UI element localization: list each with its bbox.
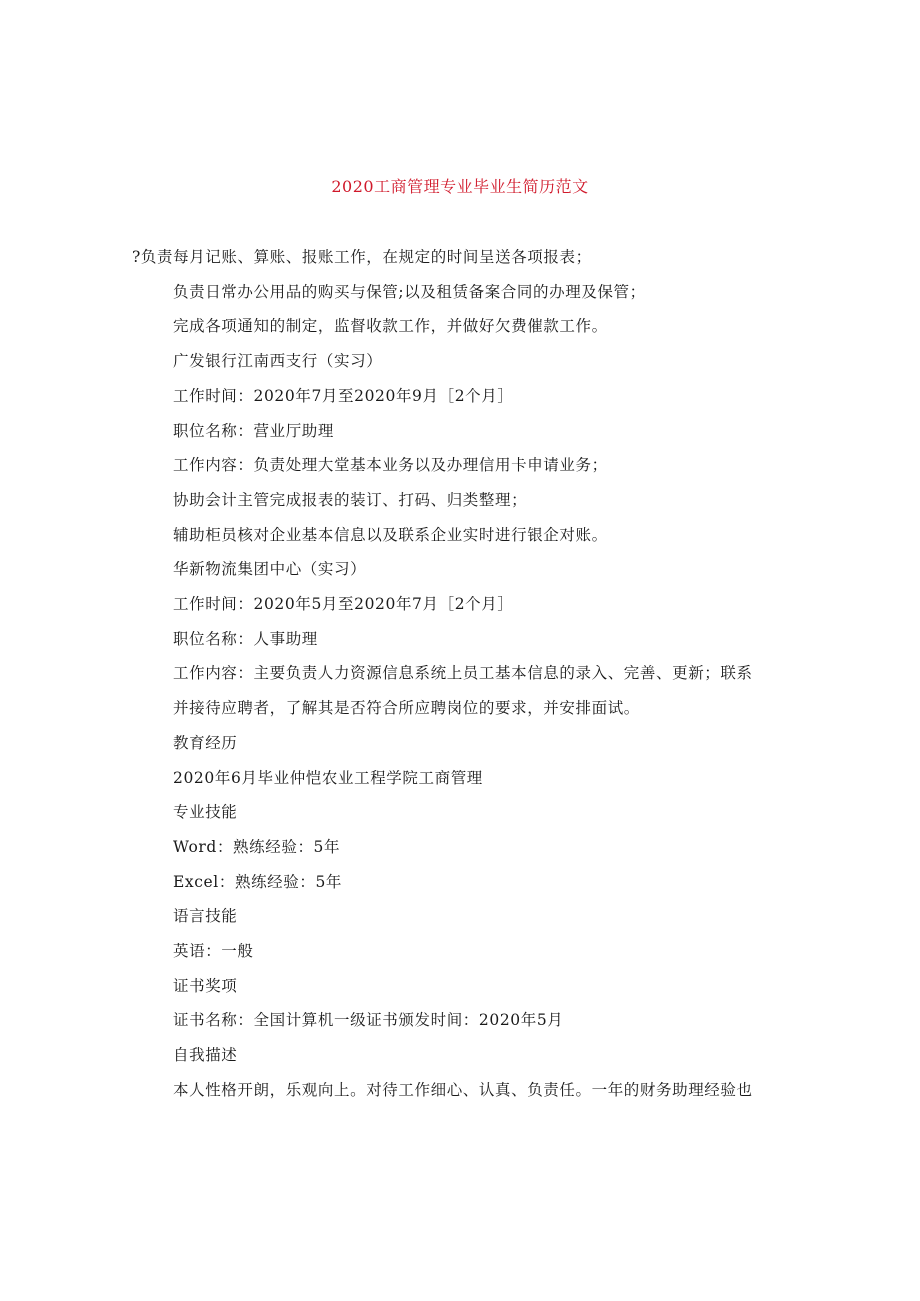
body-line: 职位名称：人事助理 [173, 629, 318, 648]
body-line: 工作时间：2020年7月至2020年9月［2个月］ [173, 386, 514, 405]
section-heading: 证书奖项 [173, 976, 238, 995]
body-line: 工作时间：2020年5月至2020年7月［2个月］ [173, 595, 514, 614]
section-heading: 专业技能 [173, 803, 238, 822]
body-line: Word：熟练经验：5年 [173, 837, 341, 856]
body-line: 职位名称：营业厅助理 [173, 421, 335, 440]
section-heading: 教育经历 [173, 733, 238, 752]
document-body [132, 240, 792, 1108]
body-line: 本人性格开朗，乐观向上。对待工作细心、认真、负责任。一年的财务助理经验也 [173, 1080, 753, 1099]
body-line: 工作内容：主要负责人力资源信息系统上员工基本信息的录入、完善、更新；联系 [173, 664, 753, 683]
section-heading: 语言技能 [173, 907, 238, 926]
body-line: 协助会计主管完成报表的装订、打码、归类整理； [173, 490, 528, 509]
section-heading: 华新物流集团中心（实习） [173, 560, 367, 579]
body-line: 2020年6月毕业仲恺农业工程学院工商管理 [173, 768, 483, 787]
section-heading: 广发银行江南西支行（实习） [173, 352, 383, 371]
body-line: Excel：熟练经验：5年 [173, 872, 343, 891]
document-title: 2020工商管理专业毕业生简历范文 [331, 177, 589, 196]
body-line: 工作内容：负责处理大堂基本业务以及办理信用卡申请业务； [173, 456, 608, 475]
body-line: ?负责每月记账、算账、报账工作，在规定的时间呈送各项报表； [132, 248, 592, 266]
body-line: 证书名称：全国计算机一级证书颁发时间：2020年5月 [173, 1011, 564, 1030]
body-line: 并接待应聘者，了解其是否符合所应聘岗位的要求，并安排面试。 [173, 699, 640, 718]
body-line: 负责日常办公用品的购买与保管;以及租赁备案合同的办理及保管； [173, 282, 646, 301]
body-line: 辅助柜员核对企业基本信息以及联系企业实时进行银企对账。 [173, 525, 608, 544]
body-line: 完成各项通知的制定，监督收款工作，并做好欠费催款工作。 [173, 317, 608, 336]
section-heading: 自我描述 [173, 1046, 238, 1065]
body-line: 英语：一般 [173, 942, 254, 961]
